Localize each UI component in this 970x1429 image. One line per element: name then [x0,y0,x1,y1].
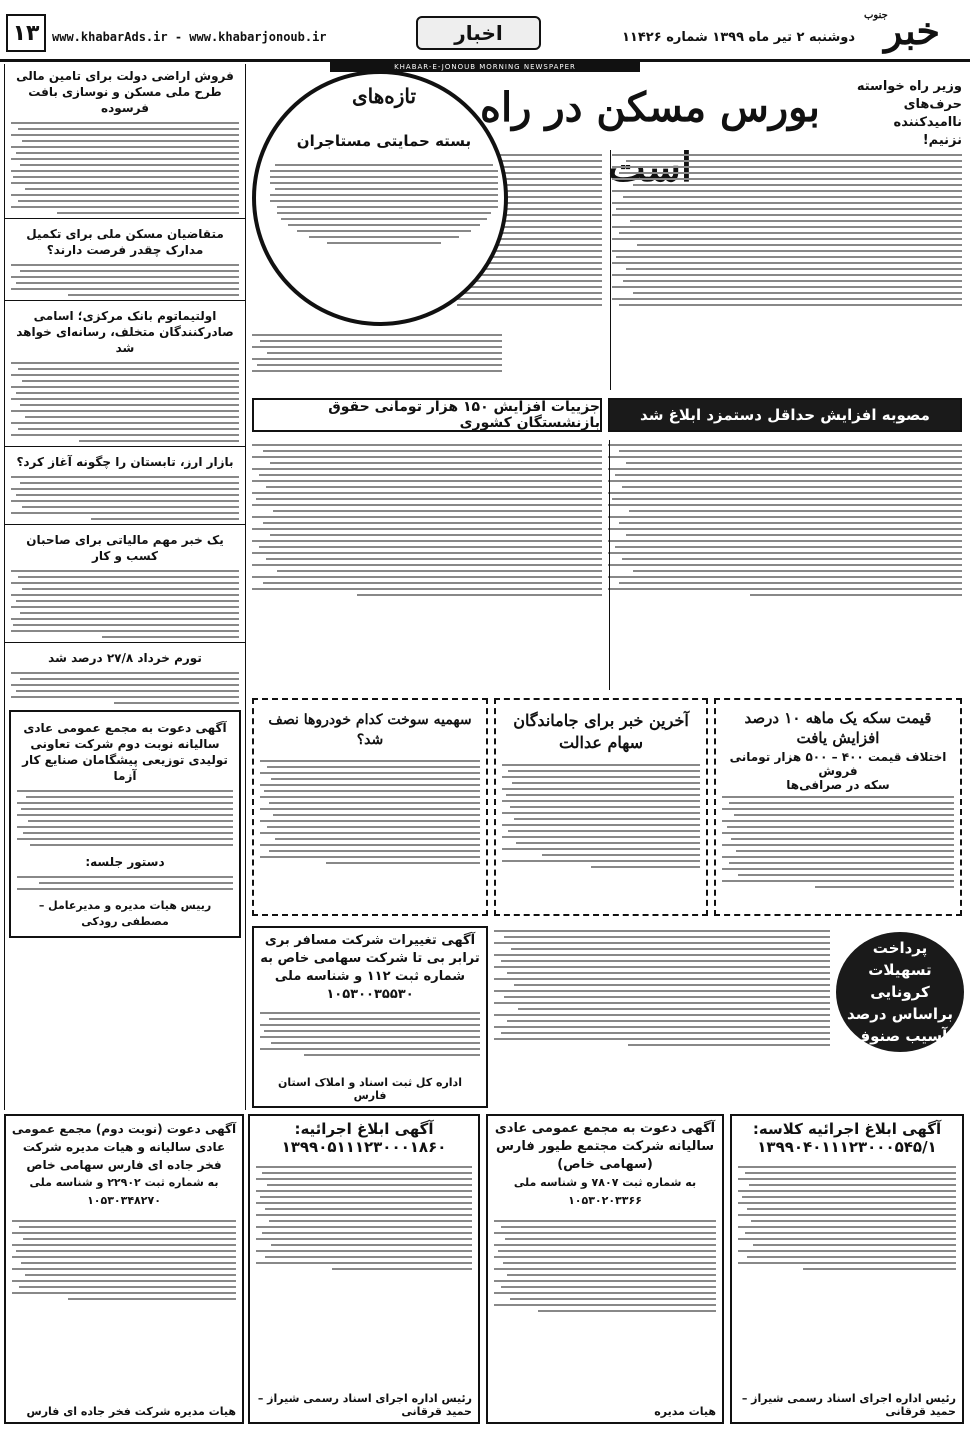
logo-subtitle: جنوب [864,10,888,21]
section-label: اخبار [416,16,541,50]
coin-price-box [714,698,962,916]
kicker-line-3: نزنیم! [922,133,962,148]
circle-body-text [270,160,498,248]
ad-5-title: آگهی تغییرات شرکت مسافر بری ترابر بی تا شرکت سهامی خاص به شماره ثبت ۱۱۲ و شناسه ملی ۱۰۵۳۰۰۳۵۵۳۰ [260,933,480,1002]
ad-4-footer: هیات مدیره شرکت فخر جاده ای فارس [26,1405,236,1418]
ad-3-title: آگهی ابلاغ اجرائیه: [294,1120,434,1138]
left-ad-box [9,710,241,938]
ad-2-text [492,1210,718,1322]
left-ad-agenda-text [15,876,235,890]
ad-fakhr-jadeh [4,1114,244,1424]
coin-body-text [716,796,960,888]
circle-title: تازه‌های [351,84,417,108]
left-text-4 [5,476,245,520]
masthead [0,0,970,62]
lead-headline: بورس مسکن در راه [480,84,820,131]
left-ad-agenda: دستور جلسه: [85,855,165,869]
kicker-line-2: حرف‌های ناامیدکننده [893,97,962,130]
ad-1-text [736,1156,958,1280]
left-headline-5: یک خبر مهم مالیاتی برای صاحبان کسب و کار [26,533,224,563]
left-headline-1: فروش اراضی دولت برای تامین مالی طرح ملی مسکن و نوسازی بافت فرسوده [16,69,234,115]
ad-tarabar-bita [252,926,488,1108]
pension-headline-band: جزییات افزایش ۱۵۰ هزار تومانی حقوق بازنشستگان کشوری [252,398,602,432]
left-text-1 [5,122,245,214]
left-news-column [4,64,246,1110]
fuel-quota-box [252,698,488,916]
justice-body-text [496,764,706,868]
ad-2-footer: هیات مدیره [654,1405,716,1418]
left-text-6 [5,672,245,704]
rent-support-circle [252,70,508,326]
fuel-title: سهمیه سوخت کدام خودروها نصف شد؟ [268,712,472,748]
lead-kicker [842,78,962,150]
ad-3-footer: رئیس اداره اجرای اسناد رسمی شیراز – حمید قرقانی [257,1392,472,1418]
fuel-body-text [254,760,486,864]
ad-4-number: به شماره ثبت ۲۲۹۰۲ و شناسه ملی ۱۰۵۳۰۳۴۸۲۷۰ [29,1176,219,1207]
ad-tayour-fars [486,1114,724,1424]
left-headline-2: متقاضیان مسکن ملی برای تکمیل مدارک چقدر فرصت دارند؟ [26,227,224,257]
left-text-2 [5,264,245,296]
column-divider [609,440,610,690]
pension-body-text [252,440,602,600]
coin-subtitle: اختلاف قیمت ۴۰۰ – ۵۰۰ هزار تومانی فروش [729,750,947,778]
left-ad-footer: رییس هیات مدیره و مدیرعامل – مصطفی رودکی [38,899,212,928]
ad-4-text [10,1210,238,1310]
left-ad-text [15,790,235,846]
justice-shares-box [494,698,708,916]
circle-subtitle: بسته حمایتی مستاجران [296,132,472,150]
masthead-strip: KHABAR-E-JONOUB MORNING NEWSPAPER [330,62,640,72]
kicker-line-1: وزیر راه خواسته [856,79,962,94]
left-headline-6: تورم خرداد ۲۷/۸ درصد شد [48,651,202,665]
ad-3-text [254,1156,474,1280]
website-urls[interactable]: www.khabarAds.ir - www.khabarjonoub.ir [52,30,327,44]
logo-text: خبر [884,7,940,53]
dateline: دوشنبه ۲ تیر ماه ۱۳۹۹ شماره ۱۱۴۲۶ [622,30,855,45]
lead-body-text [612,150,962,310]
ad-execution-notice-1 [730,1114,964,1424]
column-divider [610,150,611,390]
left-headline-4: بازار ارز، تابستان را چگونه آغاز کرد؟ [16,455,234,469]
page-number: ۱۳ [6,14,46,52]
ad-2-title: آگهی دعوت به مجمع عمومی عادی سالیانه شرکت مجتمع طیور فارس (سهامی خاص) [494,1121,716,1172]
coin-title: قیمت سکه یک ماهه ۱۰ درصد افزایش یافت [744,709,932,747]
corona-body-text [494,926,830,1050]
ad-3-number: ۱۳۹۹۰۵۱۱۱۲۳۰۰۰۱۸۶۰ [281,1138,447,1156]
ad-5-footer: اداره کل ثبت اسناد و املاک استان فارس [278,1076,462,1102]
ad-4-title: آگهی دعوت (نوبت دوم) مجمع عمومی عادی سالیانه و هیات مدیره شرکت فخر جاده ای فارس سهامی خاص [11,1122,237,1172]
ad-1-number: ۱۳۹۹۰۴۰۱۱۱۲۳۰۰۰۵۴۵/۱ [757,1138,937,1156]
left-headline-3: اولتیماتوم بانک مرکزی؛ اسامی صادرکنندگان متخلف، رسانه‌ای خواهد شد [16,309,234,355]
wage-body-text [608,440,962,600]
newspaper-logo [862,4,962,56]
left-text-3 [5,362,245,442]
left-ad-title: آگهی دعوت به مجمع عمومی عادی سالیانه نوبت دوم شرکت تعاونی تولیدی توزیعی پیشگامان صنایع کار آزما [22,721,228,783]
wage-headline-band: مصوبه افزایش حداقل دستمزد ابلاغ شد [608,398,962,432]
ad-2-number: به شماره ثبت ۷۸۰۷ و شناسه ملی ۱۰۵۳۰۲۰۳۳۶۶ [513,1176,697,1207]
coin-subtitle-2: سکه در صرافی‌ها [786,778,890,792]
justice-title: آخرین خبر برای جاماندگان سهام عدالت [513,711,689,752]
ad-1-footer: رئیس اداره اجرای اسناد رسمی شیراز – حمید قرقانی [741,1392,956,1418]
ad-1-title: آگهی ابلاغ اجرائیه کلاسه: [752,1120,942,1138]
ad-execution-notice-2 [248,1114,480,1424]
ad-5-text [258,1004,482,1064]
corona-loans-badge: پرداخت تسهیلات کرونایی براساس درصد آسیب صنوف [836,932,964,1052]
left-text-5 [5,570,245,638]
circle-continuation-text [252,330,502,376]
